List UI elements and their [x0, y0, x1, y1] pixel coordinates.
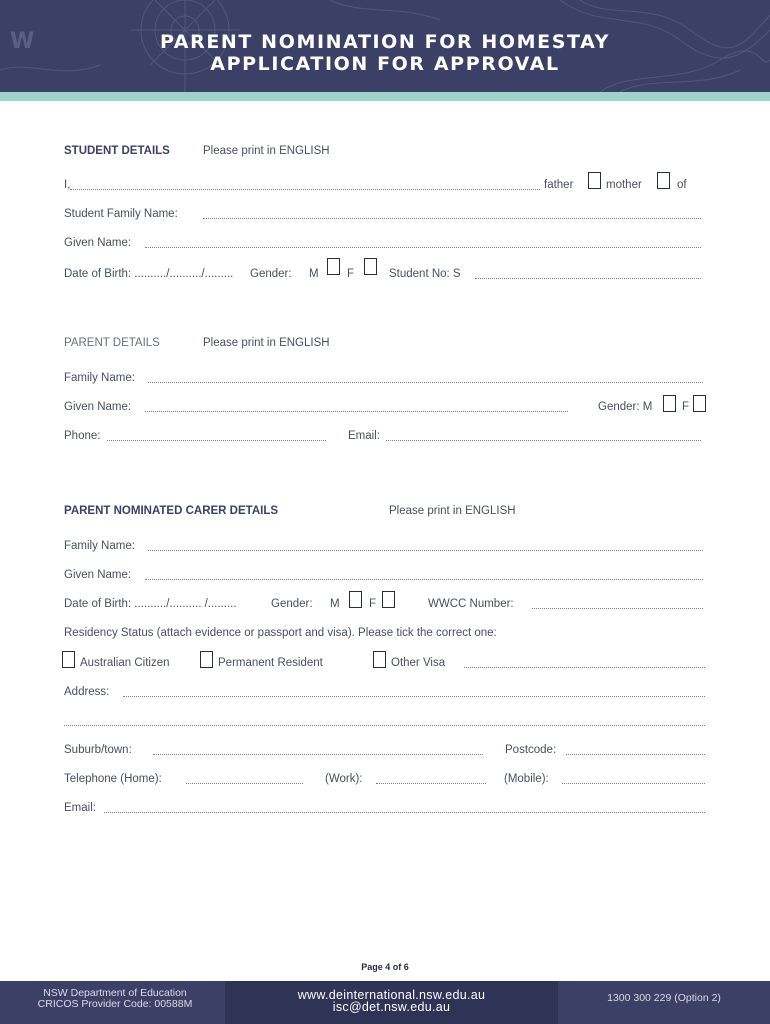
parent-gender-label: Gender: M — [598, 401, 653, 413]
carer-gender-f-label: F — [369, 598, 377, 610]
carer-family-name-field[interactable] — [148, 550, 703, 551]
carer-wwcc-label: WWCC Number: — [428, 598, 514, 610]
mother-checkbox[interactable] — [657, 172, 670, 189]
carer-telephone-home-label: Telephone (Home): — [64, 773, 162, 785]
footer-website-link[interactable]: www.deinternational.nsw.edu.au — [297, 988, 486, 1002]
footer-bar — [0, 981, 770, 1024]
carer-details-heading: PARENT NOMINATED CARER DETAILS — [64, 505, 279, 517]
student-no-field[interactable] — [475, 278, 701, 279]
parent-phone-field[interactable] — [107, 440, 326, 441]
carer-telephone-home-field[interactable] — [186, 783, 303, 784]
carer-work-phone-field[interactable] — [376, 783, 486, 784]
residency-status-label: Residency Status (attach evidence or passport and visa). Please tick the correct one: — [64, 627, 497, 639]
parent-gender-f-checkbox[interactable] — [693, 395, 706, 412]
carer-gender-m-checkbox[interactable] — [349, 591, 362, 608]
australian-citizen-checkbox[interactable] — [62, 651, 75, 668]
student-details-heading: STUDENT DETAILS — [64, 145, 170, 157]
parent-gender-m-checkbox[interactable] — [663, 395, 676, 412]
footer-phone: 1300 300 229 (Option 2) — [607, 992, 721, 1004]
title-line-1: PARENT NOMINATION FOR HOMESTAY — [160, 31, 610, 53]
parent-email-field[interactable] — [386, 440, 701, 441]
student-instruction: Please print in ENGLISH — [203, 145, 330, 157]
student-gender-f-checkbox[interactable] — [364, 258, 377, 275]
student-i-label: I, — [64, 179, 71, 191]
carer-dob-field[interactable]: Date of Birth: ........../.......... /......... — [64, 598, 237, 610]
carer-suburb-field[interactable] — [153, 754, 483, 755]
carer-work-label: (Work): — [325, 773, 363, 785]
student-family-name-field[interactable] — [203, 218, 701, 219]
student-gender-m-checkbox[interactable] — [327, 258, 340, 275]
father-label: father — [544, 179, 574, 191]
footer-contact-panel — [225, 981, 558, 1024]
carer-gender-f-checkbox[interactable] — [382, 591, 395, 608]
carer-postcode-label: Postcode: — [505, 744, 557, 756]
page-title — [0, 31, 770, 75]
other-visa-checkbox[interactable] — [373, 651, 386, 668]
parent-given-name-label: Given Name: — [64, 401, 132, 413]
permanent-resident-checkbox[interactable] — [200, 651, 213, 668]
footer-email-link[interactable]: isc@det.nsw.edu.au — [332, 1000, 451, 1014]
carer-email-field[interactable] — [104, 812, 705, 813]
other-visa-field[interactable] — [464, 667, 705, 668]
page-number: Page 4 of 6 — [361, 962, 409, 972]
carer-gender-label: Gender: — [271, 598, 313, 610]
footer-cricos: CRICOS Provider Code: 00588M — [37, 998, 193, 1010]
carer-mobile-field[interactable] — [562, 783, 705, 784]
parent-given-name-field[interactable] — [145, 411, 568, 412]
carer-instruction: Please print in ENGLISH — [389, 505, 516, 517]
footer-org-name: NSW Department of Education — [43, 987, 187, 999]
carer-given-name-label: Given Name: — [64, 569, 132, 581]
title-line-2: APPLICATION FOR APPROVAL — [210, 53, 560, 75]
parent-details-heading: PARENT DETAILS — [64, 337, 160, 349]
student-no-label: Student No: S — [389, 268, 461, 280]
other-visa-label: Other Visa — [391, 657, 446, 669]
carer-email-label: Email: — [64, 802, 96, 814]
carer-wwcc-field[interactable] — [532, 608, 703, 609]
student-given-name-label: Given Name: — [64, 237, 132, 249]
carer-address-label: Address: — [64, 686, 110, 698]
svg-text:W: W — [10, 29, 35, 54]
australian-citizen-label: Australian Citizen — [80, 657, 170, 669]
student-relation-name-field[interactable] — [70, 189, 540, 190]
mother-label: mother — [606, 179, 642, 191]
carer-gender-m-label: M — [330, 598, 340, 610]
of-label: of — [677, 179, 687, 191]
header-banner — [0, 0, 770, 92]
parent-family-name-label: Family Name: — [64, 372, 135, 384]
parent-family-name-field[interactable] — [148, 382, 703, 383]
carer-postcode-field[interactable] — [566, 754, 705, 755]
student-family-name-label: Student Family Name: — [64, 208, 178, 220]
student-gender-label: Gender: — [250, 268, 292, 280]
permanent-resident-label: Permanent Resident — [218, 657, 323, 669]
teal-divider-band — [0, 92, 770, 101]
student-gender-f-label: F — [347, 268, 355, 280]
student-given-name-field[interactable] — [145, 247, 701, 248]
carer-suburb-label: Suburb/town: — [64, 744, 132, 756]
student-dob-field[interactable]: Date of Birth: ........../........../......... — [64, 268, 234, 280]
carer-family-name-label: Family Name: — [64, 540, 135, 552]
carer-given-name-field[interactable] — [145, 579, 703, 580]
parent-instruction: Please print in ENGLISH — [203, 337, 330, 349]
student-gender-m-label: M — [309, 268, 319, 280]
parent-email-label: Email: — [348, 430, 380, 442]
footer-org — [0, 988, 230, 1010]
father-checkbox[interactable] — [588, 172, 601, 189]
parent-gender-f-label: F — [682, 401, 690, 413]
parent-phone-label: Phone: — [64, 430, 101, 442]
carer-address-field-line1[interactable] — [123, 696, 705, 697]
carer-mobile-label: (Mobile): — [504, 773, 549, 785]
carer-address-field-line2[interactable] — [64, 725, 705, 726]
